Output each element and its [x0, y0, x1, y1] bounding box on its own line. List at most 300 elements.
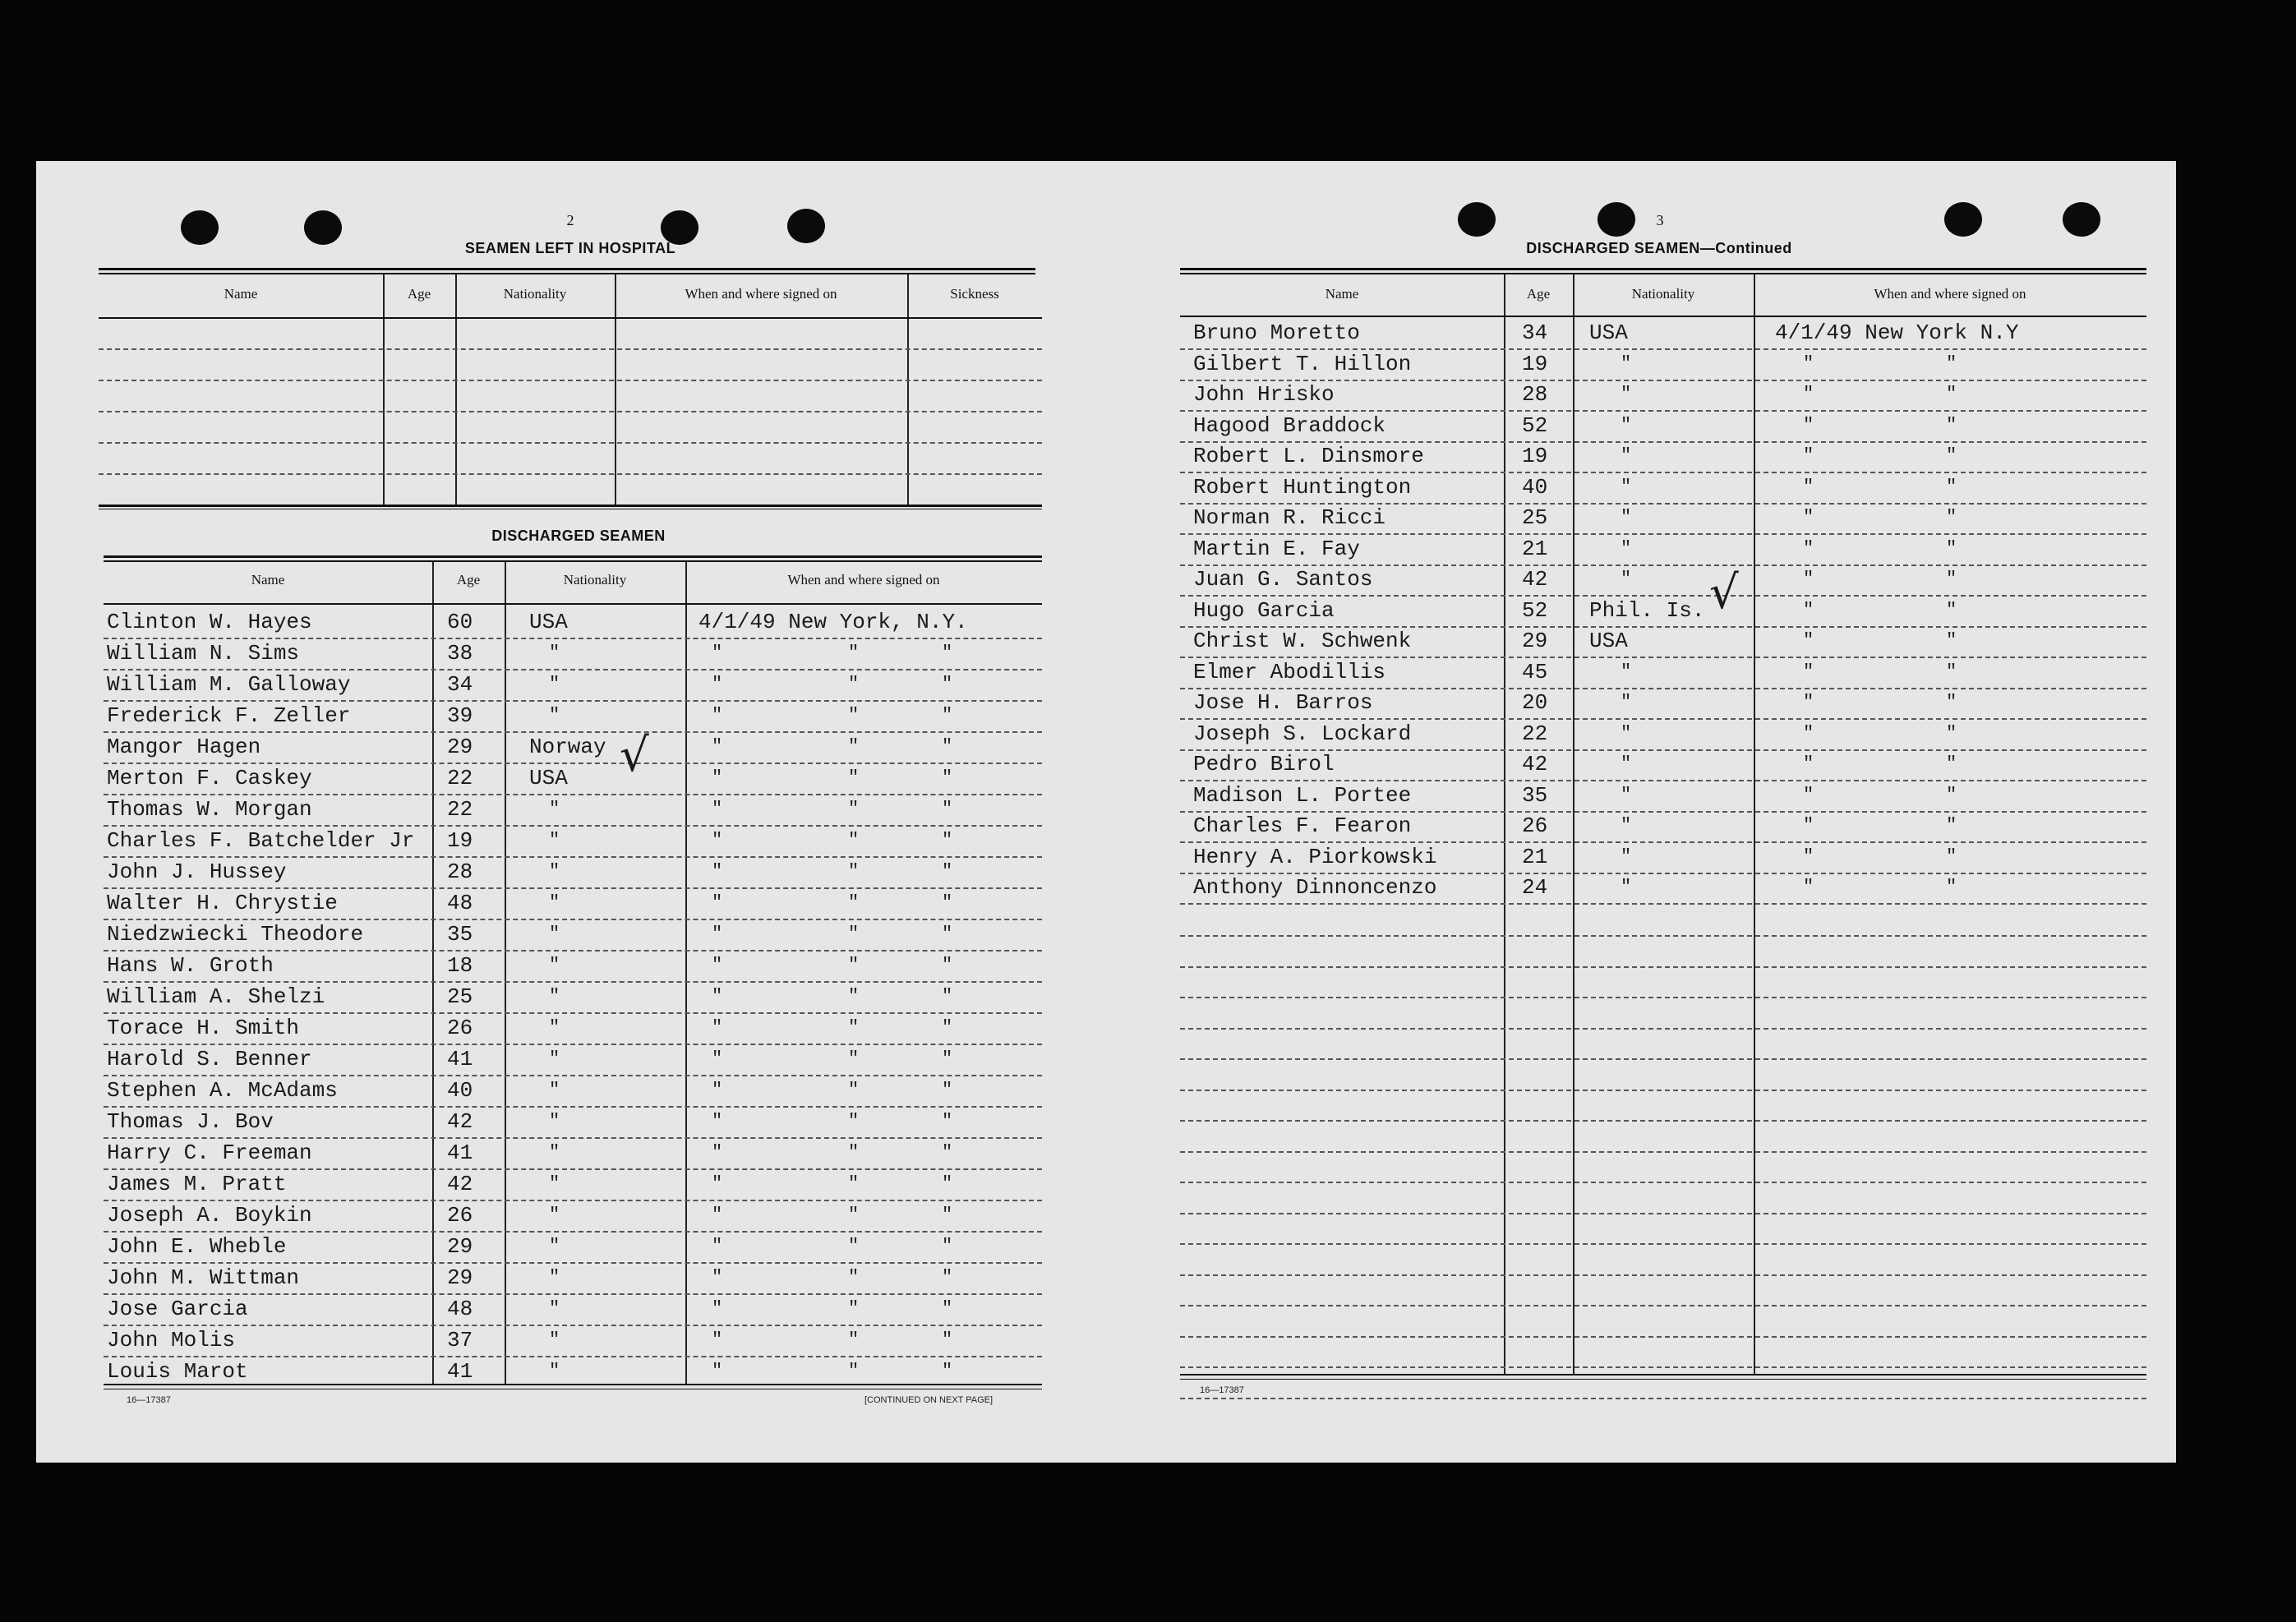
seaman-name: James M. Pratt	[107, 1172, 287, 1196]
nationality-ditto: "	[549, 924, 560, 944]
table-rule	[1180, 316, 2146, 317]
row-line	[104, 669, 1042, 670]
table-rule	[104, 560, 1042, 562]
column-header: Name	[1325, 286, 1359, 302]
seaman-name: Madison L. Portee	[1193, 783, 1412, 808]
nationality-ditto: "	[549, 1017, 560, 1038]
row-line	[1180, 472, 2146, 473]
seaman-nationality: USA	[1589, 629, 1628, 653]
seaman-age: 41	[447, 1047, 473, 1071]
signed-ditto: "	[848, 674, 860, 694]
nationality-ditto: "	[1621, 661, 1632, 682]
signed-ditto: "	[712, 861, 723, 882]
row-line	[1180, 410, 2146, 412]
signed-ditto: "	[1946, 877, 1957, 897]
row-line	[1180, 1366, 2146, 1368]
seaman-name: Thomas J. Bov	[107, 1109, 274, 1134]
seaman-age: 28	[447, 859, 473, 884]
signed-ditto: "	[1946, 723, 1957, 744]
seaman-name: Juan G. Santos	[1193, 567, 1373, 592]
column-header: Nationality	[503, 286, 567, 302]
seaman-nationality: USA	[529, 766, 568, 790]
row-line	[104, 825, 1042, 827]
nationality-ditto: "	[549, 799, 560, 819]
seaman-age: 24	[1522, 875, 1548, 900]
signed-ditto: "	[848, 799, 860, 819]
table-rule	[99, 273, 1035, 274]
seaman-age: 26	[447, 1203, 473, 1228]
seaman-nationality: Norway	[529, 735, 606, 759]
row-line	[99, 473, 1042, 475]
nationality-ditto: "	[1621, 846, 1632, 867]
signed-ditto: "	[848, 643, 860, 663]
seaman-age: 48	[447, 891, 473, 915]
signed-ditto: "	[1803, 753, 1814, 774]
signed-ditto: "	[942, 1142, 953, 1163]
seaman-age: 21	[1522, 537, 1548, 561]
seaman-name: Harry C. Freeman	[107, 1140, 312, 1165]
seaman-age: 40	[447, 1078, 473, 1103]
nationality-ditto: "	[1621, 384, 1632, 404]
signed-ditto: "	[848, 1329, 860, 1350]
row-line	[104, 700, 1042, 702]
nationality-ditto: "	[549, 1080, 560, 1100]
seaman-name: Harold S. Benner	[107, 1047, 312, 1071]
nationality-ditto: "	[549, 1361, 560, 1381]
seaman-name: Jose H. Barros	[1193, 690, 1373, 715]
signed-ditto: "	[712, 986, 723, 1007]
nationality-ditto: "	[549, 1236, 560, 1256]
row-line	[104, 856, 1042, 858]
nationality-ditto: "	[549, 643, 560, 663]
signed-ditto: "	[1803, 877, 1814, 897]
signed-ditto: "	[942, 1329, 953, 1350]
signed-ditto: "	[1803, 785, 1814, 805]
seaman-name: Robert L. Dinsmore	[1193, 444, 1424, 468]
seaman-age: 25	[447, 984, 473, 1009]
nationality-ditto: "	[1621, 692, 1632, 712]
signed-ditto: "	[1946, 538, 1957, 559]
signed-ditto: "	[848, 1173, 860, 1194]
form-number: 16—17387	[127, 1395, 171, 1405]
seaman-age: 29	[447, 1265, 473, 1290]
signed-ditto: "	[1946, 445, 1957, 466]
signed-ditto: "	[848, 1267, 860, 1288]
signed-ditto: "	[942, 705, 953, 726]
row-line	[1180, 533, 2146, 535]
signed-ditto: "	[848, 1236, 860, 1256]
table-rule	[1180, 268, 2146, 270]
continued-note: [CONTINUED ON NEXT PAGE]	[864, 1395, 994, 1405]
row-line	[1180, 1213, 2146, 1214]
signed-ditto: "	[1803, 815, 1814, 836]
row-line	[104, 919, 1042, 920]
column-divider	[383, 274, 385, 506]
table-rule	[104, 555, 1042, 558]
signed-ditto: "	[1946, 569, 1957, 589]
seaman-age: 19	[1522, 352, 1548, 376]
seaman-name: Jose Garcia	[107, 1297, 248, 1321]
column-header: Age	[1526, 286, 1551, 302]
signed-ditto: "	[1946, 846, 1957, 867]
nationality-ditto: "	[1621, 507, 1632, 528]
signed-ditto: "	[942, 799, 953, 819]
signed-ditto: "	[848, 892, 860, 913]
signed-ditto: "	[712, 674, 723, 694]
seaman-name: Robert Huntington	[1193, 475, 1412, 500]
seaman-age: 35	[1522, 783, 1548, 808]
row-line	[99, 442, 1042, 444]
signed-ditto: "	[942, 1080, 953, 1100]
seaman-name: Elmer Abodillis	[1193, 660, 1386, 684]
seaman-age: 60	[447, 610, 473, 634]
signed-ditto: "	[712, 1111, 723, 1131]
seaman-name: Joseph A. Boykin	[107, 1203, 312, 1228]
seaman-age: 42	[447, 1109, 473, 1134]
seaman-signed-on: 4/1/49 New York N.Y	[1775, 320, 2019, 345]
row-line	[1180, 1028, 2146, 1030]
seaman-nationality: USA	[529, 610, 568, 634]
signed-ditto: "	[1946, 692, 1957, 712]
column-header: Age	[456, 572, 481, 588]
column-divider	[907, 274, 909, 506]
seaman-name: John Hrisko	[1193, 382, 1335, 407]
punch-hole	[304, 210, 342, 245]
row-line	[1180, 503, 2146, 505]
document-sheet	[36, 161, 2176, 1463]
signed-ditto: "	[712, 1173, 723, 1194]
signed-ditto: "	[712, 705, 723, 726]
seaman-name: Charles F. Fearon	[1193, 813, 1412, 838]
page-number: 2	[566, 212, 574, 228]
signed-ditto: "	[712, 830, 723, 850]
row-line	[1180, 348, 2146, 350]
seaman-name: Frederick F. Zeller	[107, 703, 351, 728]
table-rule	[99, 317, 1042, 319]
row-line	[104, 1231, 1042, 1233]
continued-title	[1425, 240, 1893, 257]
seaman-age: 29	[447, 735, 473, 759]
row-line	[1180, 1274, 2146, 1276]
signed-ditto: "	[942, 1361, 953, 1381]
nationality-ditto: "	[549, 861, 560, 882]
row-line	[104, 887, 1042, 889]
seaman-age: 26	[447, 1016, 473, 1040]
signed-ditto: "	[712, 1048, 723, 1069]
column-header: Nationality	[1631, 286, 1695, 302]
punch-hole	[1598, 202, 1635, 237]
signed-ditto: "	[942, 892, 953, 913]
signed-ditto: "	[848, 705, 860, 726]
row-line	[104, 1137, 1042, 1139]
signed-ditto: "	[1946, 785, 1957, 805]
seaman-age: 20	[1522, 690, 1548, 715]
nationality-ditto: "	[549, 1173, 560, 1194]
nationality-ditto: "	[1621, 538, 1632, 559]
row-line	[99, 380, 1042, 381]
signed-ditto: "	[848, 861, 860, 882]
seaman-age: 22	[1522, 721, 1548, 746]
seaman-name: Hans W. Groth	[107, 953, 274, 978]
seaman-nationality: USA	[1589, 320, 1628, 345]
hospital-title: SEAMEN LEFT IN HOSPITAL	[464, 240, 676, 256]
row-line	[104, 981, 1042, 983]
signed-ditto: "	[712, 1205, 723, 1225]
nationality-ditto: "	[1621, 569, 1632, 589]
nationality-ditto: "	[549, 674, 560, 694]
nationality-ditto: "	[1621, 877, 1632, 897]
nationality-ditto: "	[549, 1142, 560, 1163]
nationality-ditto: "	[1621, 477, 1632, 497]
signed-ditto: "	[848, 955, 860, 975]
seaman-name: Hagood Braddock	[1193, 413, 1386, 438]
seaman-age: 42	[1522, 567, 1548, 592]
row-line	[1180, 1058, 2146, 1060]
signed-ditto: "	[942, 674, 953, 694]
seaman-age: 22	[447, 797, 473, 822]
table-rule	[1180, 1379, 2146, 1380]
seaman-name: Gilbert T. Hillon	[1193, 352, 1412, 376]
table-rule	[1180, 1374, 2146, 1375]
row-line	[1180, 811, 2146, 813]
signed-ditto: "	[712, 643, 723, 663]
punch-hole	[787, 209, 825, 243]
signed-ditto: "	[712, 1267, 723, 1288]
seaman-name: Niedzwiecki Theodore	[107, 922, 364, 947]
column-header: Name	[224, 286, 258, 302]
column-header: Age	[407, 286, 431, 302]
signed-ditto: "	[1803, 507, 1814, 528]
seaman-age: 22	[447, 766, 473, 790]
page-number: 3	[1656, 212, 1664, 228]
signed-ditto: "	[1803, 569, 1814, 589]
check-mark: √	[620, 729, 649, 782]
seaman-age: 34	[447, 672, 473, 697]
row-line	[1180, 841, 2146, 843]
seaman-age: 34	[1522, 320, 1548, 345]
seaman-name: Bruno Moretto	[1193, 320, 1360, 345]
seaman-age: 39	[447, 703, 473, 728]
seaman-name: Louis Marot	[107, 1359, 248, 1384]
nationality-ditto: "	[549, 1205, 560, 1225]
row-line	[104, 1012, 1042, 1014]
signed-ditto: "	[712, 799, 723, 819]
seaman-age: 42	[1522, 752, 1548, 776]
signed-ditto: "	[942, 1173, 953, 1194]
punch-hole	[181, 210, 219, 245]
seaman-name: Walter H. Chrystie	[107, 891, 338, 915]
signed-ditto: "	[712, 1298, 723, 1319]
seaman-name: Stephen A. McAdams	[107, 1078, 338, 1103]
signed-ditto: "	[942, 1017, 953, 1038]
row-line	[104, 1325, 1042, 1326]
row-line	[1180, 1120, 2146, 1122]
seaman-name: John Molis	[107, 1328, 236, 1352]
seaman-age: 40	[1522, 475, 1548, 500]
signed-ditto: "	[712, 1017, 723, 1038]
row-line	[104, 794, 1042, 795]
column-header: When and where signed on	[685, 286, 837, 302]
signed-ditto: "	[942, 1298, 953, 1319]
nationality-ditto: "	[549, 1048, 560, 1069]
punch-hole	[1944, 202, 1982, 237]
row-line	[104, 763, 1042, 764]
seaman-name: John E. Wheble	[107, 1234, 287, 1259]
row-line	[104, 638, 1042, 639]
nationality-ditto: "	[549, 986, 560, 1007]
seaman-signed-on: 4/1/49 New York, N.Y.	[698, 610, 968, 634]
table-rule	[1180, 273, 2146, 274]
seaman-age: 26	[1522, 813, 1548, 838]
row-line	[1180, 1243, 2146, 1245]
nationality-ditto: "	[1621, 753, 1632, 774]
column-divider	[615, 274, 616, 506]
nationality-ditto: "	[549, 955, 560, 975]
signed-ditto: "	[1803, 630, 1814, 651]
signed-ditto: "	[1946, 353, 1957, 374]
discharged-title: DISCHARGED SEAMEN	[491, 528, 666, 544]
row-line	[1180, 780, 2146, 781]
signed-ditto: "	[1803, 846, 1814, 867]
row-line	[104, 731, 1042, 733]
row-line	[104, 1293, 1042, 1295]
seaman-name: Thomas W. Morgan	[107, 797, 312, 822]
signed-ditto: "	[1803, 477, 1814, 497]
seaman-name: William A. Shelzi	[107, 984, 325, 1009]
table-rule	[104, 603, 1042, 605]
row-line	[104, 1262, 1042, 1264]
seaman-age: 25	[1522, 505, 1548, 530]
seaman-age: 37	[447, 1328, 473, 1352]
seaman-nationality: Phil. Is.	[1589, 598, 1705, 623]
nationality-ditto: "	[549, 1298, 560, 1319]
signed-ditto: "	[848, 1205, 860, 1225]
row-line	[1180, 903, 2146, 905]
nationality-ditto: "	[1621, 815, 1632, 836]
seaman-name: John M. Wittman	[107, 1265, 300, 1290]
row-line	[104, 1106, 1042, 1108]
column-divider	[1504, 274, 1505, 1375]
row-line	[99, 411, 1042, 412]
form-number: 16—17387	[1200, 1385, 1244, 1395]
signed-ditto: "	[848, 1048, 860, 1069]
signed-ditto: "	[1803, 692, 1814, 712]
signed-ditto: "	[848, 1298, 860, 1319]
seaman-age: 45	[1522, 660, 1548, 684]
nationality-ditto: "	[1621, 445, 1632, 466]
signed-ditto: "	[942, 924, 953, 944]
nationality-ditto: "	[549, 705, 560, 726]
seaman-name: William M. Galloway	[107, 672, 351, 697]
nationality-ditto: "	[1621, 353, 1632, 374]
table-rule	[99, 268, 1035, 270]
signed-ditto: "	[942, 986, 953, 1007]
row-line	[1180, 657, 2146, 658]
signed-ditto: "	[942, 767, 953, 788]
signed-ditto: "	[848, 924, 860, 944]
signed-ditto: "	[712, 736, 723, 757]
signed-ditto: "	[1803, 723, 1814, 744]
signed-ditto: "	[1946, 415, 1957, 435]
seaman-age: 35	[447, 922, 473, 947]
row-line	[1180, 441, 2146, 443]
seaman-name: Merton F. Caskey	[107, 766, 312, 790]
signed-ditto: "	[942, 1205, 953, 1225]
seaman-name: Clinton W. Hayes	[107, 610, 312, 634]
title-main: DISCHARGED SEAMEN	[1526, 240, 1700, 256]
row-line	[1180, 1305, 2146, 1306]
signed-ditto: "	[848, 1111, 860, 1131]
signed-ditto: "	[942, 736, 953, 757]
row-line	[104, 1075, 1042, 1076]
seaman-age: 42	[447, 1172, 473, 1196]
signed-ditto: "	[848, 986, 860, 1007]
signed-ditto: "	[712, 1329, 723, 1350]
signed-ditto: "	[1946, 753, 1957, 774]
signed-ditto: "	[848, 736, 860, 757]
signed-ditto: "	[1803, 384, 1814, 404]
seaman-name: Torace H. Smith	[107, 1016, 300, 1040]
column-divider	[455, 274, 457, 506]
seaman-age: 52	[1522, 413, 1548, 438]
row-line	[104, 950, 1042, 952]
seaman-age: 19	[447, 828, 473, 853]
seaman-name: Christ W. Schwenk	[1193, 629, 1412, 653]
nationality-ditto: "	[1621, 785, 1632, 805]
nationality-ditto: "	[1621, 723, 1632, 744]
nationality-ditto: "	[549, 1267, 560, 1288]
seaman-name: Norman R. Ricci	[1193, 505, 1386, 530]
signed-ditto: "	[942, 1048, 953, 1069]
seaman-name: Charles F. Batchelder Jr	[107, 828, 415, 853]
column-divider	[1573, 274, 1574, 1375]
signed-ditto: "	[1803, 415, 1814, 435]
signed-ditto: "	[1946, 815, 1957, 836]
signed-ditto: "	[942, 955, 953, 975]
signed-ditto: "	[942, 830, 953, 850]
row-line	[104, 1044, 1042, 1045]
column-header: Sickness	[950, 286, 999, 302]
signed-ditto: "	[942, 861, 953, 882]
row-line	[1180, 935, 2146, 937]
column-header: When and where signed on	[1874, 286, 2026, 302]
row-line	[104, 1168, 1042, 1170]
punch-hole	[2063, 202, 2100, 237]
seaman-name: Anthony Dinnoncenzo	[1193, 875, 1437, 900]
seaman-name: William N. Sims	[107, 641, 300, 666]
row-line	[1180, 1336, 2146, 1338]
signed-ditto: "	[848, 1142, 860, 1163]
seaman-age: 52	[1522, 598, 1548, 623]
seaman-age: 29	[447, 1234, 473, 1259]
signed-ditto: "	[712, 892, 723, 913]
row-line	[1180, 688, 2146, 689]
signed-ditto: "	[712, 767, 723, 788]
row-line	[104, 1200, 1042, 1201]
row-line	[1180, 380, 2146, 381]
row-line	[1180, 626, 2146, 628]
signed-ditto: "	[942, 643, 953, 663]
seaman-age: 28	[1522, 382, 1548, 407]
seaman-age: 48	[447, 1297, 473, 1321]
signed-ditto: "	[1946, 507, 1957, 528]
signed-ditto: "	[712, 1080, 723, 1100]
seaman-name: Martin E. Fay	[1193, 537, 1360, 561]
table-rule	[99, 505, 1042, 507]
signed-ditto: "	[1946, 600, 1957, 620]
signed-ditto: "	[712, 924, 723, 944]
seaman-name: Pedro Birol	[1193, 752, 1335, 776]
